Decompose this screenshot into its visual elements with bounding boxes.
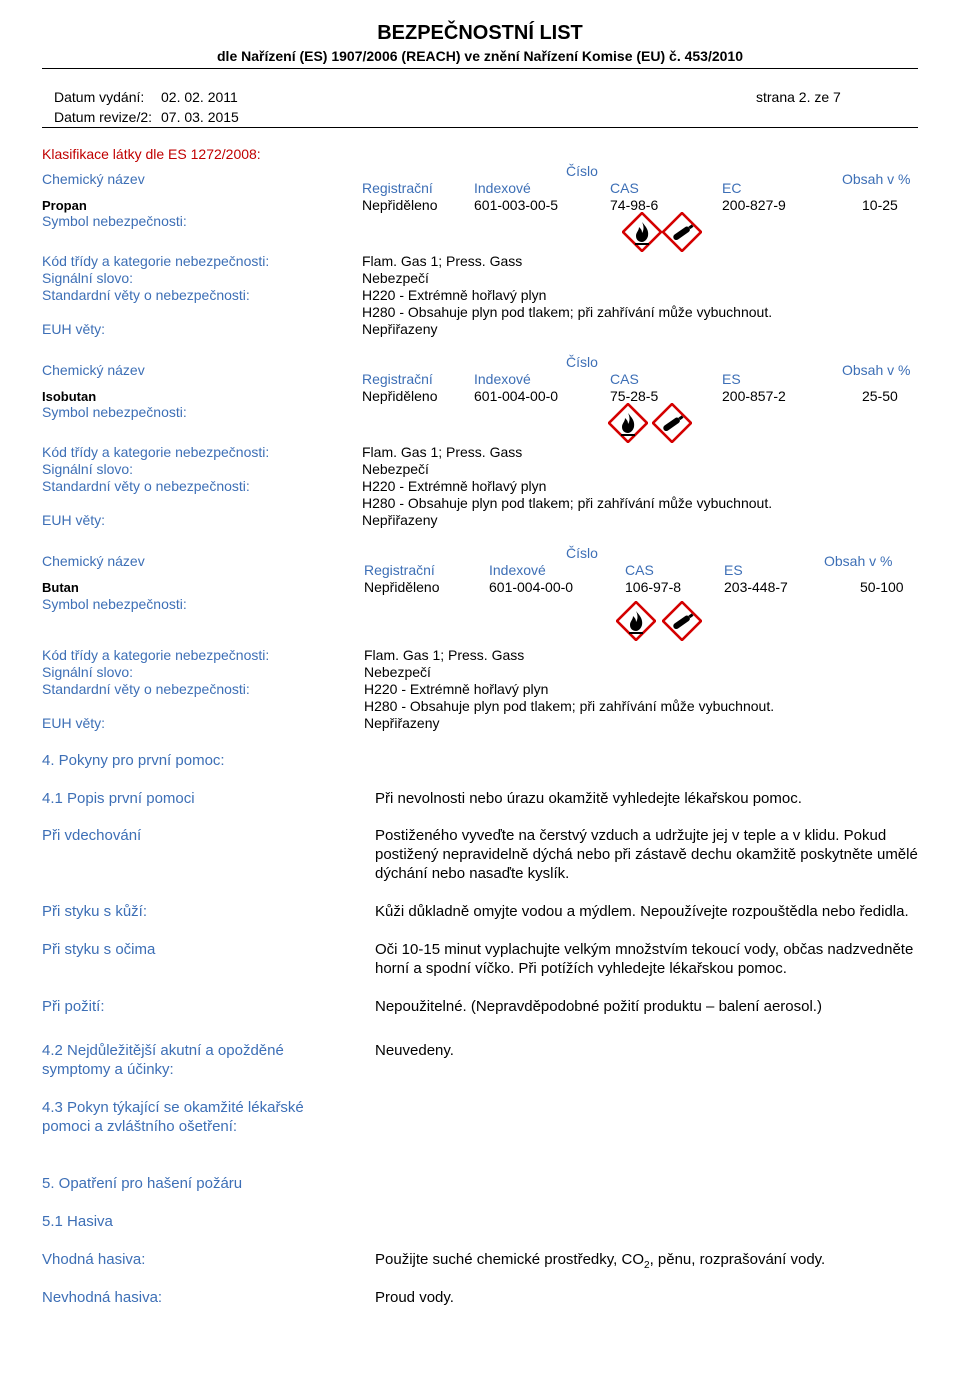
- chemical-name-label: Chemický název: [42, 171, 145, 187]
- gas-cylinder-icon: [662, 601, 702, 641]
- section-5-1-label: 5.1 Hasiva: [42, 1213, 113, 1230]
- index-label: Indexové: [474, 180, 531, 196]
- classification-title: Klasifikace látky dle ES 1272/2008:: [42, 146, 261, 162]
- h-statements-label: Standardní věty o nebezpečnosti:: [42, 681, 250, 697]
- section-4-1-text: Při nevolnosti nebo úrazu okamžitě vyhledejte lékařskou pomoc.: [375, 790, 802, 807]
- registration-value: Nepřiděleno: [364, 579, 440, 595]
- suitable-extinguishing-text: [375, 1250, 825, 1275]
- revision-date: 07. 03. 2015: [161, 109, 239, 125]
- h220-statement: H220 - Extrémně hořlavý plyn: [362, 287, 547, 303]
- page-number: strana 2. ze 7: [756, 89, 841, 105]
- index-label: Indexové: [474, 371, 531, 387]
- content-value: 10-25: [862, 197, 898, 213]
- number-label: Číslo: [566, 163, 598, 179]
- eye-contact-text-line-1: Oči 10-15 minut vyplachujte velkým množstvím tekoucí vody, občas nadzvedněte: [375, 941, 914, 958]
- h220-statement: H220 - Extrémně hořlavý plyn: [362, 478, 547, 494]
- suitable-text-post: , pěnu, rozprašování vody.: [649, 1251, 826, 1268]
- registration-label: Registrační: [364, 562, 435, 578]
- revision-date-label: Datum revize/2:: [54, 109, 153, 125]
- content-label: Obsah v %: [842, 171, 911, 187]
- signal-word-value: Nebezpečí: [362, 461, 429, 477]
- header-rule-bottom: [42, 127, 918, 128]
- chemical-name-label: Chemický název: [42, 553, 145, 569]
- section-4-2-text: Neuvedeny.: [375, 1042, 454, 1059]
- signal-word-value: Nebezpečí: [364, 664, 431, 680]
- ec-value: 200-827-9: [722, 197, 786, 213]
- registration-value: Nepřiděleno: [362, 197, 438, 213]
- h280-statement: H280 - Obsahuje plyn pod tlakem; při zahřívání může vybuchnout.: [362, 495, 773, 511]
- cas-value: 106-97-8: [625, 579, 682, 595]
- euh-value: Nepřiřazeny: [362, 512, 438, 528]
- index-value: 601-004-00-0: [474, 388, 559, 404]
- eye-contact-text-line-2: horní a spodní víčko. Při potížích vyhledejte lékařskou pomoc.: [375, 960, 787, 977]
- ec-label: ES: [722, 371, 741, 387]
- signal-word-label: Signální slovo:: [42, 270, 134, 286]
- unsuitable-extinguishing-label: Nevhodná hasiva:: [42, 1289, 163, 1306]
- registration-label: Registrační: [362, 371, 433, 387]
- hazard-symbol-label: Symbol nebezpečnosti:: [42, 213, 187, 229]
- signal-word-value: Nebezpečí: [362, 270, 429, 286]
- chemical-name-label: Chemický název: [42, 362, 145, 378]
- inhalation-text-line-1: Postiženého vyveďte na čerstvý vzduch a udržujte jej v teple a v klidu. Pokud: [375, 827, 887, 844]
- h280-statement: H280 - Obsahuje plyn pod tlakem; při zahřívání může vybuchnout.: [364, 698, 775, 714]
- eye-contact-label: Při styku s očima: [42, 941, 156, 958]
- skin-contact-text: Kůži důkladně omyjte vodou a mýdlem. Nepoužívejte rozpouštědla nebo ředidla.: [375, 903, 909, 920]
- suitable-text-pre: Použijte suché chemické prostředky, CO: [375, 1251, 644, 1268]
- unsuitable-extinguishing-text: Proud vody.: [375, 1289, 454, 1306]
- euh-value: Nepřiřazeny: [364, 715, 440, 731]
- index-value: 601-004-00-0: [489, 579, 574, 595]
- content-value: 50-100: [860, 579, 904, 595]
- section-5-title: 5. Opatření pro hašení požáru: [42, 1175, 243, 1192]
- hazard-class-label: Kód třídy a kategorie nebezpečnosti:: [42, 647, 270, 663]
- substance-name: Butan: [42, 580, 79, 595]
- cas-value: 74-98-6: [610, 197, 659, 213]
- flame-icon: [608, 403, 648, 443]
- header-rule: [42, 68, 918, 69]
- h-statements-label: Standardní věty o nebezpečnosti:: [42, 478, 250, 494]
- substance-name: Propan: [42, 198, 87, 213]
- inhalation-label: Při vdechování: [42, 827, 142, 844]
- hazard-class-value: Flam. Gas 1; Press. Gass: [362, 444, 523, 460]
- registration-value: Nepřiděleno: [362, 388, 438, 404]
- ec-label: EC: [722, 180, 742, 196]
- document-title: BEZPEČNOSTNÍ LIST: [377, 22, 583, 44]
- number-label: Číslo: [566, 354, 598, 370]
- inhalation-text-line-2: postižený nepravidelně dýchá nebo při zástavě dechu okamžitě poskytněte umělé: [375, 846, 918, 863]
- ec-value: 203-448-7: [724, 579, 788, 595]
- ingestion-label: Při požití:: [42, 998, 105, 1015]
- content-label: Obsah v %: [824, 553, 893, 569]
- content-label: Obsah v %: [842, 362, 911, 378]
- euh-label: EUH věty:: [42, 321, 106, 337]
- h220-statement: H220 - Extrémně hořlavý plyn: [364, 681, 549, 697]
- skin-contact-label: Při styku s kůží:: [42, 903, 148, 920]
- hazard-class-label: Kód třídy a kategorie nebezpečnosti:: [42, 444, 270, 460]
- index-label: Indexové: [489, 562, 546, 578]
- registration-label: Registrační: [362, 180, 433, 196]
- signal-word-label: Signální slovo:: [42, 461, 134, 477]
- cas-value: 75-28-5: [610, 388, 659, 404]
- section-4-title: 4. Pokyny pro první pomoc:: [42, 752, 225, 769]
- cas-label: CAS: [625, 562, 654, 578]
- cas-label: CAS: [610, 371, 639, 387]
- euh-label: EUH věty:: [42, 512, 106, 528]
- section-4-2-label-line-1: 4.2 Nejdůležitější akutní a opožděné: [42, 1042, 284, 1059]
- cas-label: CAS: [610, 180, 639, 196]
- document-subtitle: dle Nařízení (ES) 1907/2006 (REACH) ve znění Nařízení Komise (EU) č. 453/2010: [217, 48, 743, 64]
- section-4-3-label-line-2: pomoci a zvláštního ošetření:: [42, 1118, 238, 1135]
- h280-statement: H280 - Obsahuje plyn pod tlakem; při zahřívání může vybuchnout.: [362, 304, 773, 320]
- number-label: Číslo: [566, 545, 598, 561]
- ec-label: ES: [724, 562, 743, 578]
- ingestion-text: Nepoužitelné. (Nepravděpodobné požití produktu – balení aerosol.): [375, 998, 822, 1015]
- hazard-class-label: Kód třídy a kategorie nebezpečnosti:: [42, 253, 270, 269]
- section-4-3-label-line-1: 4.3 Pokyn týkající se okamžité lékařské: [42, 1099, 304, 1116]
- signal-word-label: Signální slovo:: [42, 664, 134, 680]
- suitable-extinguishing-label: Vhodná hasiva:: [42, 1251, 146, 1268]
- suitable-text-sub: 2: [644, 1260, 650, 1271]
- index-value: 601-003-00-5: [474, 197, 559, 213]
- h-statements-label: Standardní věty o nebezpečnosti:: [42, 287, 250, 303]
- hazard-symbol-label: Symbol nebezpečnosti:: [42, 596, 187, 612]
- gas-cylinder-icon: [652, 403, 692, 443]
- issue-date-label: Datum vydání:: [54, 89, 145, 105]
- hazard-class-value: Flam. Gas 1; Press. Gass: [364, 647, 525, 663]
- flame-icon: [616, 601, 656, 641]
- inhalation-text-line-3: dýchání nebo nasaďte kyslík.: [375, 865, 570, 882]
- hazard-symbol-label: Symbol nebezpečnosti:: [42, 404, 187, 420]
- euh-value: Nepřiřazeny: [362, 321, 438, 337]
- content-value: 25-50: [862, 388, 898, 404]
- section-4-1-label: 4.1 Popis první pomoci: [42, 790, 195, 807]
- ec-value: 200-857-2: [722, 388, 786, 404]
- flame-icon: [622, 212, 662, 252]
- issue-date: 02. 02. 2011: [161, 89, 238, 105]
- section-4-2-label-line-2: symptomy a účinky:: [42, 1061, 174, 1078]
- substance-name: Isobutan: [42, 389, 97, 404]
- euh-label: EUH věty:: [42, 715, 106, 731]
- gas-cylinder-icon: [662, 212, 702, 252]
- hazard-class-value: Flam. Gas 1; Press. Gass: [362, 253, 523, 269]
